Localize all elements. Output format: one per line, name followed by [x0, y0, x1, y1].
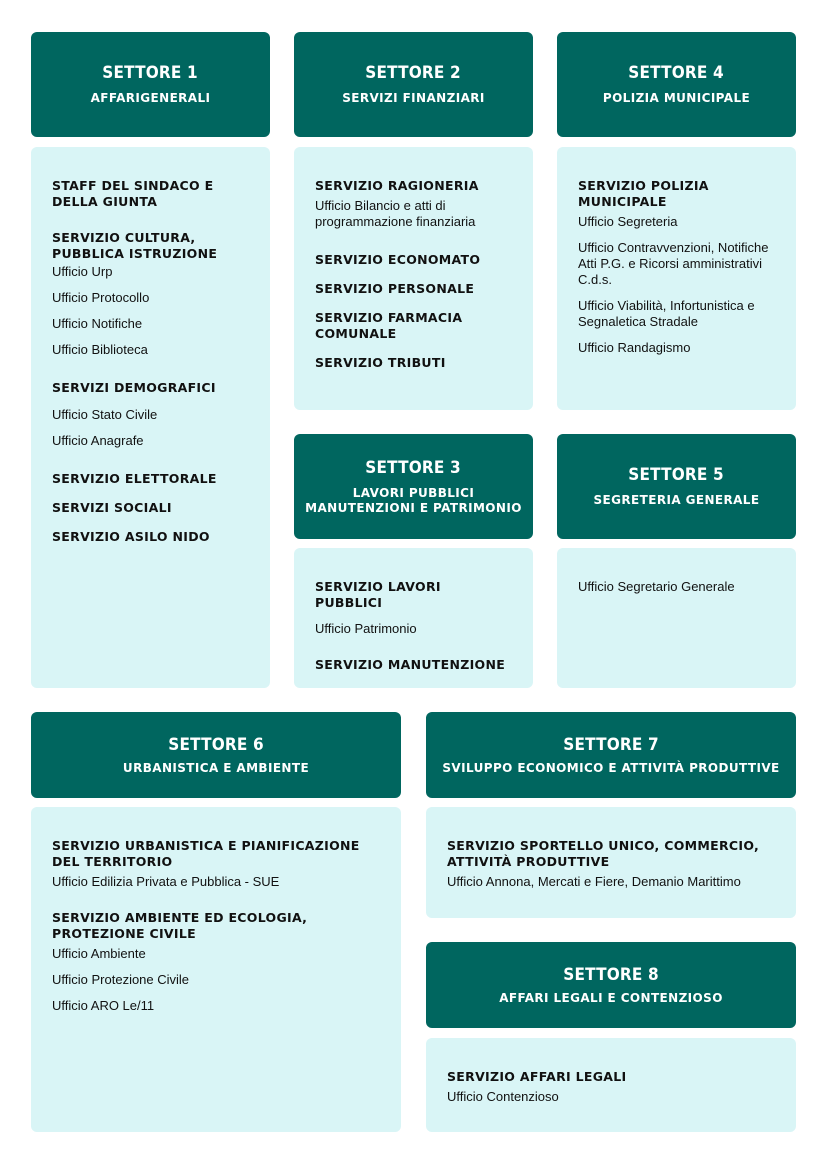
office-item: Ufficio Anagrafe — [52, 433, 144, 448]
settore-7-header — [426, 712, 796, 798]
settore-1-title: SETTORE 1 — [102, 63, 199, 83]
settore-1-header — [31, 32, 270, 137]
service-item: SERVIZI DEMOGRAFICI — [52, 380, 216, 395]
office-item: Ufficio Randagismo — [578, 340, 691, 355]
settore-2-header — [294, 32, 533, 137]
service-item: SERVIZI SOCIALI — [52, 500, 172, 515]
service-item: SERVIZIO RAGIONERIA — [315, 178, 479, 193]
settore-5-subtitle: SEGRETERIA GENERALE — [593, 493, 760, 507]
office-item: Ufficio Bilancio e atti di programmazione finanziaria — [315, 198, 476, 229]
settore-4-title: SETTORE 4 — [628, 63, 725, 83]
service-item: STAFF DEL SINDACO E DELLA GIUNTA — [52, 178, 214, 209]
office-item: Ufficio Patrimonio — [315, 621, 417, 636]
settore-8-body — [426, 1038, 796, 1132]
service-item: SERVIZIO AFFARI LEGALI — [447, 1069, 627, 1084]
settore-8-subtitle: AFFARI LEGALI E CONTENZIOSO — [499, 990, 723, 1005]
service-item: SERVIZIO ECONOMATO — [315, 252, 481, 267]
service-item: SERVIZIO MANUTENZIONE — [315, 657, 506, 672]
office-item: Ufficio Viabilità, Infortunistica e Segnaletica Stradale — [578, 298, 755, 329]
office-item: Ufficio Ambiente — [52, 946, 146, 961]
office-item: Ufficio Annona, Mercati e Fiere, Demanio Marittimo — [447, 874, 741, 889]
settore-5-body — [557, 548, 796, 688]
settore-7-subtitle: SVILUPPO ECONOMICO E ATTIVITÀ PRODUTTIVE — [442, 760, 780, 775]
settore-3-header — [294, 434, 533, 539]
settore-7-title: SETTORE 7 — [563, 734, 659, 755]
settore-6-title: SETTORE 6 — [168, 734, 264, 755]
settore-4-body — [557, 147, 796, 410]
settore-1-body — [31, 147, 270, 688]
settore-2-body — [294, 147, 533, 410]
office-item: Ufficio Contravvenzioni, Notifiche Atti P.G. e Ricorsi amministrativi C.d.s. — [578, 240, 769, 287]
office-item: Ufficio Urp — [52, 264, 113, 279]
service-item: SERVIZIO CULTURA, PUBBLICA ISTRUZIONE — [52, 230, 218, 261]
settore-2-title: SETTORE 2 — [365, 63, 462, 83]
settore-8-header — [426, 942, 796, 1028]
settore-5-title: SETTORE 5 — [628, 465, 725, 485]
service-item: SERVIZIO PERSONALE — [315, 281, 475, 296]
settore-6-body — [31, 807, 401, 1132]
service-item: SERVIZIO SPORTELLO UNICO, COMMERCIO, ATTIVITÀ PRODUTTIVE — [447, 838, 760, 869]
office-item: Ufficio Protocollo — [52, 290, 150, 305]
office-item: Ufficio Protezione Civile — [52, 972, 190, 987]
settore-4-subtitle: POLIZIA MUNICIPALE — [602, 91, 751, 105]
settore-1-subtitle: AFFARIGENERALI — [90, 91, 211, 105]
office-item: Ufficio ARO Le/11 — [52, 998, 155, 1013]
office-item: Ufficio Segretario Generale — [578, 579, 735, 594]
settore-3-title: SETTORE 3 — [365, 457, 462, 478]
service-item: SERVIZIO ASILO NIDO — [52, 529, 210, 544]
settore-3-subtitle: LAVORI PUBBLICI MANUTENZIONI E PATRIMONIO — [305, 485, 522, 515]
office-item: Ufficio Stato Civile — [52, 407, 158, 422]
settore-6-subtitle: URBANISTICA E AMBIENTE — [122, 760, 310, 775]
service-item: SERVIZIO TRIBUTI — [315, 355, 446, 370]
settore-7-body — [426, 807, 796, 918]
service-item: SERVIZIO FARMACIA COMUNALE — [315, 310, 463, 341]
service-item: SERVIZIO POLIZIA MUNICIPALE — [578, 178, 709, 209]
settore-5-header — [557, 434, 796, 539]
service-item: SERVIZIO LAVORI PUBBLICI — [315, 579, 441, 610]
settore-3-body — [294, 548, 533, 688]
service-item: SERVIZIO URBANISTICA E PIANIFICAZIONE DEL TERRITORIO — [52, 838, 360, 869]
office-item: Ufficio Contenzioso — [447, 1089, 559, 1104]
settore-6-header — [31, 712, 401, 798]
office-item: Ufficio Edilizia Privata e Pubblica - SUE — [52, 874, 280, 889]
service-item: SERVIZIO ELETTORALE — [52, 471, 217, 486]
settore-2-subtitle: SERVIZI FINANZIARI — [342, 91, 485, 105]
office-item: Ufficio Notifiche — [52, 316, 143, 331]
office-item: Ufficio Segreteria — [578, 214, 678, 229]
service-item: SERVIZIO AMBIENTE ED ECOLOGIA, PROTEZIONE CIVILE — [52, 910, 308, 941]
office-item: Ufficio Biblioteca — [52, 342, 148, 357]
settore-8-title: SETTORE 8 — [563, 964, 659, 985]
settore-4-header — [557, 32, 796, 137]
